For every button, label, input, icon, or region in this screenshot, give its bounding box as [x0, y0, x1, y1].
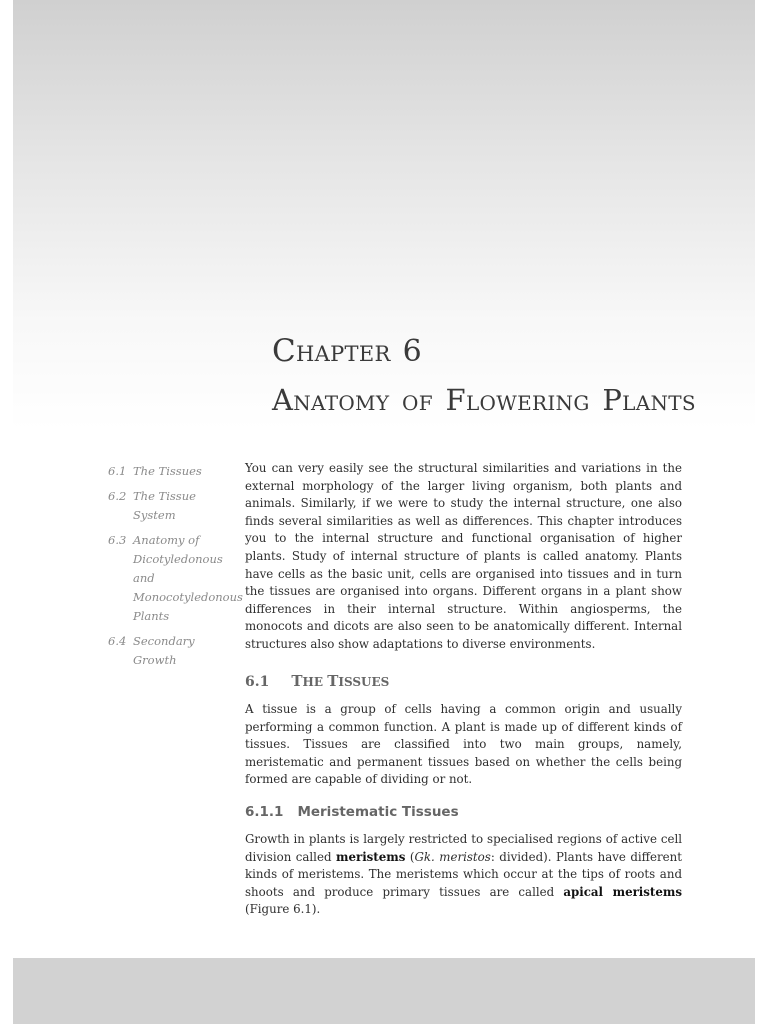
- section-title-initial: T: [291, 672, 303, 690]
- section-number: 6.1.1: [245, 804, 284, 820]
- title-initial: F: [445, 383, 466, 417]
- toc-item: [108, 487, 240, 525]
- section-title-word: HE: [302, 675, 324, 689]
- etymology: Gk. meristos: [414, 849, 491, 864]
- section-title: [291, 672, 390, 690]
- section-title-word: ISSUES: [338, 675, 390, 689]
- section-title-initial: T: [327, 672, 339, 690]
- toc-title: Secondary Growth: [133, 634, 195, 667]
- section-number: 6.1: [245, 674, 270, 690]
- text-run: : divided). Plants have different kinds of meristems. The meristems which occur at the tips of roots and shoots and produce primary tissues are called: [245, 849, 682, 899]
- toc-title: Anatomy of Dicotyledonous and Monocotyledonous Plants: [133, 533, 243, 623]
- text-run: (Figure 6.1).: [245, 902, 321, 917]
- section-heading-6-1: [245, 672, 389, 690]
- term-meristems: meristems: [335, 849, 406, 864]
- chapter-label: [272, 333, 422, 369]
- title-word: NATOMY: [293, 391, 390, 415]
- chapter-title: [272, 383, 696, 417]
- section-6-1-1-paragraph: [245, 831, 682, 919]
- section-6-1-paragraph: A tissue is a group of cells having a common origin and usually performing a common function. A plant is made up of different kinds of tissues. Tissues are classified into two main groups, namely, meristematic and permanent tissues based on whether the cells being formed are capable of dividing or not.: [245, 702, 682, 787]
- title-word: OF: [402, 391, 433, 415]
- section-title: Meristematic Tissues: [297, 804, 459, 820]
- toc-item: [108, 632, 240, 670]
- footer-band: [13, 958, 755, 1024]
- title-word: LOWERING: [465, 391, 590, 415]
- chapter-label-initial: C: [272, 333, 297, 369]
- section-heading-6-1-1: [245, 804, 459, 820]
- chapter-label-rest: HAPTER: [296, 342, 391, 366]
- title-initial: P: [602, 383, 623, 417]
- toc-number: 6.4: [108, 634, 127, 648]
- chapter-contents: [108, 462, 243, 676]
- title-word: LANTS: [622, 391, 696, 415]
- toc-number: 6.2: [108, 489, 127, 503]
- text-run: Growth in plants is largely restricted to specialised regions of active cell division called: [245, 832, 682, 864]
- toc-number: 6.1: [108, 464, 127, 478]
- toc-item: [108, 531, 243, 626]
- term-apical-meristems: apical meristems: [563, 884, 682, 899]
- intro-paragraph: You can very easily see the structural similarities and variations in the external morphology of the larger living organism, both plants and animals. Similarly, if we were to study the internal structure, one also finds several similarities as well as differences. This chapter introduces you to the internal structure and functional organisation of higher plants. Study of internal structure of plants is called anatomy. Plants have cells as the basic unit, cells are organised into tissues and in turn the tissues are organised into organs. Different organs in a plant show differences in their internal structure. Within angiosperms, the monocots and dicots are also seen to be anatomically different. Internal structures also show adaptations to diverse environments.: [245, 461, 682, 651]
- toc-number: 6.3: [108, 533, 127, 547]
- chapter-number: 6: [402, 334, 422, 369]
- text-run: (: [405, 849, 415, 864]
- toc-title: The Tissue System: [133, 489, 196, 522]
- toc-item: [108, 462, 240, 481]
- title-initial: A: [272, 383, 294, 417]
- toc-title: The Tissues: [133, 464, 202, 478]
